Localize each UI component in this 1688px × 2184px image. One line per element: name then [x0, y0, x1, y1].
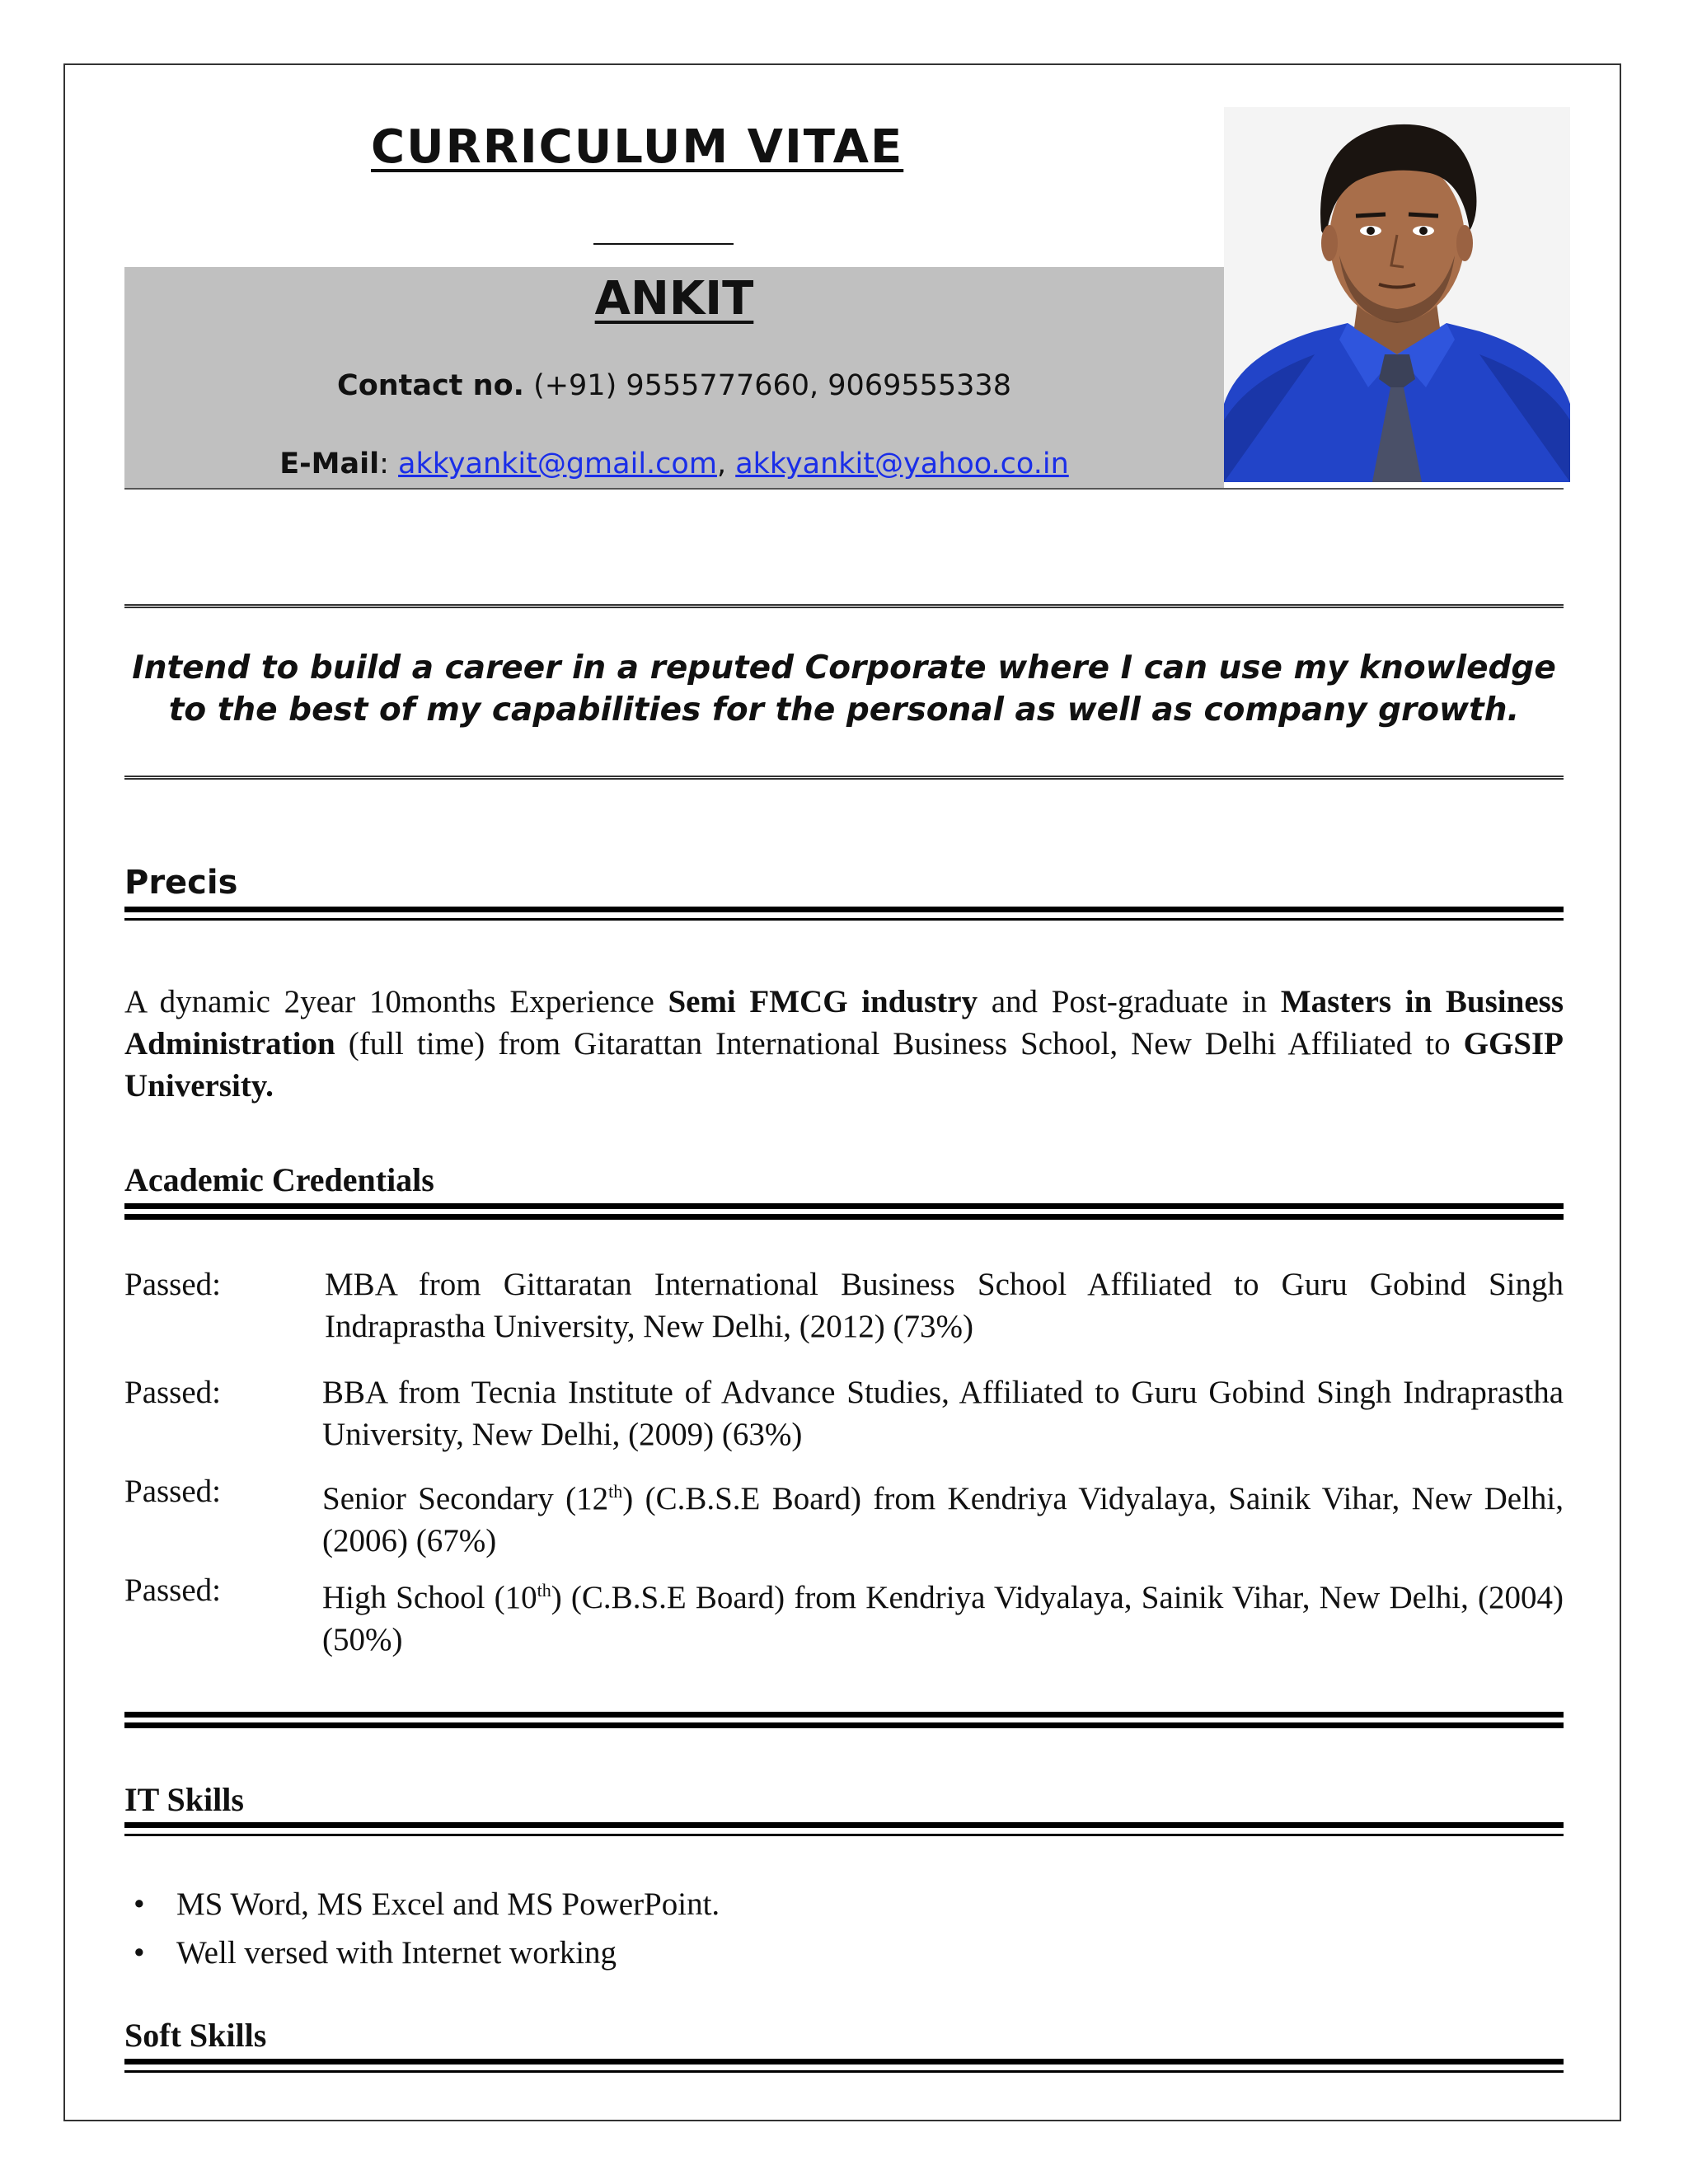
precis-bold-1: Semi FMCG industry [668, 984, 978, 1019]
precis-rule [124, 907, 1564, 921]
list-item: • MS Word, MS Excel and MS PowerPoint. [176, 1883, 720, 1925]
document-title: CURRICULUM VITAE [371, 120, 904, 174]
header-rule [124, 488, 1564, 490]
objective-top-rule [124, 604, 1564, 608]
email-line [124, 448, 1224, 480]
email-label: E-Mail [279, 448, 380, 480]
section-heading-academic: Academic Credentials [124, 1161, 434, 1198]
profile-photo [1224, 107, 1570, 482]
academic-row-label: Passed: [124, 1375, 221, 1410]
bullet-icon: • [134, 1935, 145, 1971]
precis-text-1: A dynamic 2year 10months Experience [124, 984, 668, 1019]
candidate-name: ANKIT [594, 272, 754, 326]
precis-bold-3: GGSIP University. [124, 1026, 1564, 1104]
academic-rule [124, 1203, 1564, 1220]
precis-text-3: (full time) from Gitarattan International Business School, New Delhi Affiliated to [335, 1026, 1464, 1062]
academic-row-text: MBA from Gittaratan International Business School Affiliated to Guru Gobind Singh Indraprastha University, New Delhi, (2012) (73%) [325, 1267, 1564, 1344]
academic-row-text: High School (10th) (C.B.S.E Board) from Kendriya Vidyalaya, Sainik Vihar, New Delhi, (2004) (50%) [322, 1580, 1564, 1657]
contact-value: (+91) 9555777660, 9069555338 [523, 369, 1011, 402]
list-item: • Well versed with Internet working [176, 1932, 617, 1974]
academic-row-label: Passed: [124, 1267, 221, 1302]
contact-line [124, 369, 1224, 402]
academic-row-bba [124, 1371, 1564, 1462]
precis-paragraph [124, 981, 1564, 1107]
career-objective: Intend to build a career in a reputed Corporate where I can use my knowledge to the best of my capabilities for the personal as well as company growth. [132, 649, 1556, 729]
soft-skills-rule [124, 2059, 1564, 2073]
academic-row-label: Passed: [124, 1474, 221, 1509]
precis-bold-2: Masters in Business Administration [124, 984, 1564, 1062]
academic-bottom-rule [124, 1712, 1564, 1728]
email-link-yahoo[interactable]: akkyankit@yahoo.co.in [735, 448, 1069, 480]
contact-label: Contact no. [337, 369, 524, 402]
academic-row-high-school [124, 1569, 1564, 1660]
portrait-illustration [1224, 107, 1570, 482]
objective-bottom-rule [124, 776, 1564, 780]
email-joiner: , [716, 448, 736, 480]
section-heading-precis: Precis [124, 864, 238, 902]
precis-text-2: and Post-graduate in [978, 984, 1281, 1019]
academic-row-mba [124, 1263, 1564, 1354]
email-link-gmail[interactable]: akkyankit@gmail.com [398, 448, 717, 480]
academic-row-senior-secondary [124, 1470, 1564, 1561]
it-skills-rule [124, 1822, 1564, 1836]
academic-row-text: Senior Secondary (12th) (C.B.S.E Board) from Kendriya Vidyalaya, Sainik Vihar, New Delhi, (2006) (67%) [322, 1481, 1564, 1558]
title-divider [593, 243, 734, 245]
academic-row-text: BBA from Tecnia Institute of Advance Studies, Affiliated to Guru Gobind Singh Indraprastha University, New Delhi, (2009) (63%) [322, 1375, 1564, 1452]
section-heading-it-skills: IT Skills [124, 1781, 244, 1818]
section-heading-soft-skills: Soft Skills [124, 2017, 267, 2054]
email-separator: : [379, 448, 399, 480]
academic-row-label: Passed: [124, 1572, 221, 1608]
bullet-icon: • [134, 1886, 145, 1922]
